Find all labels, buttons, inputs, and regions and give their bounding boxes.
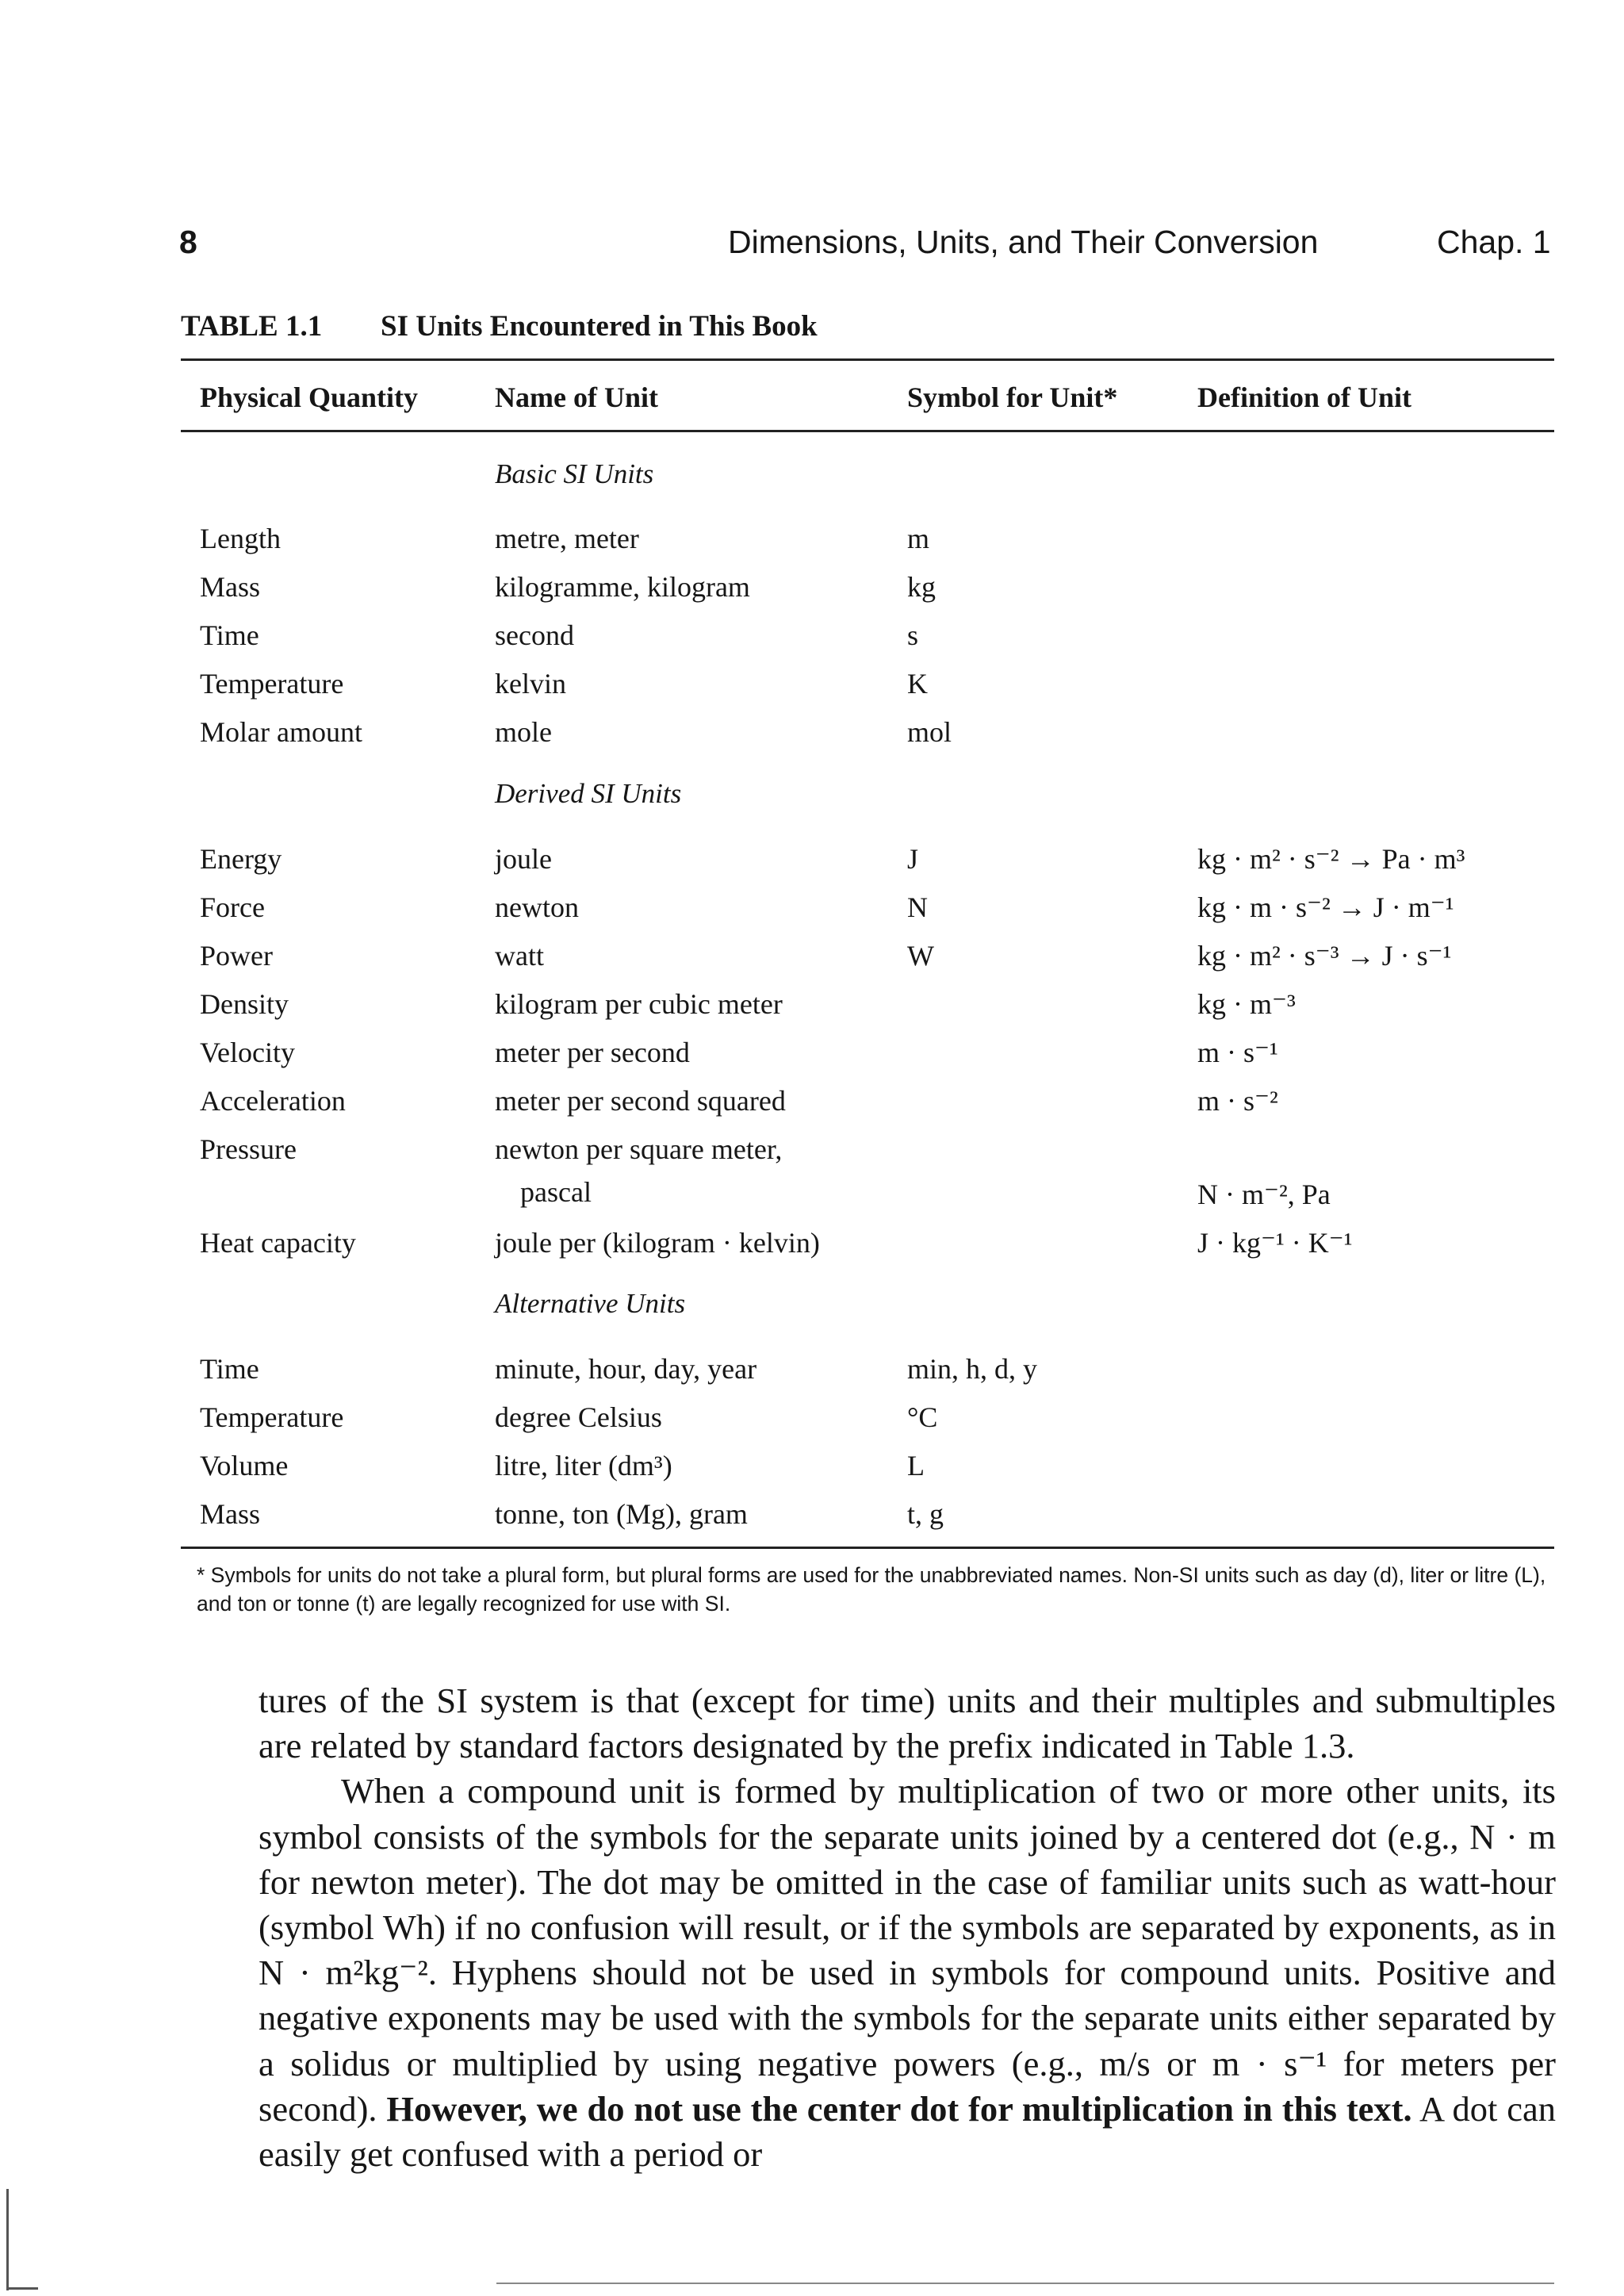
unit-name-cell: degree Celsius [495,1401,662,1433]
running-title: Dimensions, Units, and Their Conversion [728,224,1319,260]
quantity-cell: Force [200,891,265,923]
quantity-cell: Length [200,523,281,554]
table-row [0,570,1624,608]
column-header: Physical Quantity [200,381,419,413]
unit-name-cell: kilogram per cubic meter [495,988,783,1020]
unit-name-cell: kelvin [495,668,566,700]
quantity-cell: Energy [200,843,282,875]
definition-cell: kg · m² · s⁻³ → J · s⁻¹ [1197,940,1452,972]
symbol-cell: K [907,668,928,700]
quantity-cell: Volume [200,1450,289,1481]
table-row [0,1449,1624,1487]
symbol-cell: W [907,940,934,972]
definition-cell: kg · m² · s⁻² → Pa · m³ [1197,843,1465,875]
quantity-cell: Heat capacity [200,1227,356,1259]
quantity-cell: Pressure [200,1133,297,1165]
section-title: Basic SI Units [495,458,654,489]
unit-name-cell: meter per second squared [495,1085,786,1117]
column-header: Definition of Unit [1197,381,1411,413]
unit-name-continuation: pascal [520,1176,592,1208]
unit-name-cell: tonne, ton (Mg), gram [495,1498,748,1530]
symbol-cell: kg [907,571,936,603]
definition-cell: N · m⁻², Pa [1197,1179,1331,1210]
definition-cell: J · kg⁻¹ · K⁻¹ [1197,1227,1353,1259]
symbol-cell: min, h, d, y [907,1353,1038,1385]
table-caption [181,309,818,343]
table-row [0,1036,1624,1074]
quantity-cell: Density [200,988,289,1020]
unit-name-cell: meter per second [495,1037,690,1068]
table-row [0,842,1624,880]
quantity-cell: Mass [200,1498,261,1530]
table-row [0,891,1624,929]
column-header: Name of Unit [495,381,658,413]
table-title: SI Units Encountered in This Book [381,310,818,343]
page-number: 8 [179,224,197,260]
symbol-cell: °C [907,1401,938,1433]
quantity-cell: Power [200,940,273,972]
table-row [0,619,1624,657]
unit-name-cell: minute, hour, day, year [495,1353,757,1385]
symbol-cell: mol [907,716,952,748]
symbol-cell: s [907,619,919,651]
chapter-label: Chap. 1 [1437,224,1551,260]
definition-cell: m · s⁻² [1197,1085,1278,1117]
unit-name-cell: mole [495,716,552,748]
symbol-cell: J [907,843,919,875]
table-header-rule [181,430,1554,432]
table-row [0,987,1624,1025]
table-row [0,1226,1624,1264]
quantity-cell: Time [200,1353,259,1385]
table-row [0,1497,1624,1535]
scan-edge-mark [6,2287,38,2290]
scan-edge-mark [6,2189,9,2290]
table-row [0,1133,1624,1220]
paragraph-text: When a compound unit is formed by multiplication of two or more other units, its symbol consists of the symbols for the separate units joined by a centered dot (e.g., N · m for newton meter). The dot may be omitted in the case of familiar units such as watt-hour (symbol Wh) if no confusion will result, or if the symbols are separated by exponents, as in N · m²kg⁻². Hyphens should not be used in symbols for compound units. Positive and negative exponents may be used with the symbols for the separate units either separated by a solidus or multiplied by using negative powers (e.g., m/s or m · s⁻¹ for meters per second). [259,1771,1556,2129]
quantity-cell: Temperature [200,1401,344,1433]
table-row [0,715,1624,753]
unit-name-cell: joule [495,843,552,875]
table-bottom-rule [181,1547,1554,1549]
table-row [0,1084,1624,1122]
unit-name-cell: kilogramme, kilogram [495,571,750,603]
column-header: Symbol for Unit* [907,381,1118,413]
unit-name-cell: litre, liter (dm³) [495,1450,672,1481]
table-row [0,939,1624,977]
section-title: Alternative Units [495,1288,686,1319]
quantity-cell: Molar amount [200,716,362,748]
table-top-rule [181,358,1554,361]
unit-name-cell: second [495,619,574,651]
table-row [0,667,1624,705]
symbol-cell: m [907,523,930,554]
table-footnote: * Symbols for units do not take a plural form, but plural forms are used for the unabbreviated names. Non-SI units such as day (d), liter or litre (L), and ton or tonne (t) are legally recognized for use with SI. [197,1563,1546,1616]
quantity-cell: Time [200,619,259,651]
running-header [0,224,1624,271]
unit-name-cell [495,1133,782,1209]
definition-cell: kg · m · s⁻² → J · m⁻¹ [1197,891,1454,923]
definition-cell: kg · m⁻³ [1197,988,1296,1020]
unit-name-line: newton per square meter, [495,1133,783,1165]
table-header [0,381,1624,420]
table-row [0,522,1624,560]
paragraph-text: A dot can easily get confused with a period or [259,2088,1556,2175]
unit-name-cell: newton [495,891,579,923]
table-row [0,1401,1624,1439]
section-title: Derived SI Units [495,778,682,809]
table-row [0,1352,1624,1390]
quantity-cell: Acceleration [200,1085,346,1117]
symbol-cell: t, g [907,1498,944,1530]
symbol-cell: L [907,1450,925,1481]
unit-name-cell: joule per (kilogram · kelvin) [495,1227,820,1259]
body-text [259,1678,1556,2177]
table-label: TABLE 1.1 [181,310,323,343]
symbol-cell: N [907,891,928,923]
unit-name-cell: watt [495,940,544,972]
unit-name-cell: metre, meter [495,523,639,554]
definition-cell: m · s⁻¹ [1197,1037,1278,1068]
quantity-cell: Velocity [200,1037,295,1068]
paragraph: tures of the SI system is that (except for time) units and their multiples and submultiples are related by standard factors designated by the prefix indicated in Table 1.3. [259,1681,1556,1766]
quantity-cell: Mass [200,571,261,603]
emphasized-text: However, we do not use the center dot for multiplication in this text. [386,2088,1412,2129]
quantity-cell: Temperature [200,668,344,700]
paragraph [259,1769,1556,2177]
scan-bottom-line [496,2283,1554,2284]
